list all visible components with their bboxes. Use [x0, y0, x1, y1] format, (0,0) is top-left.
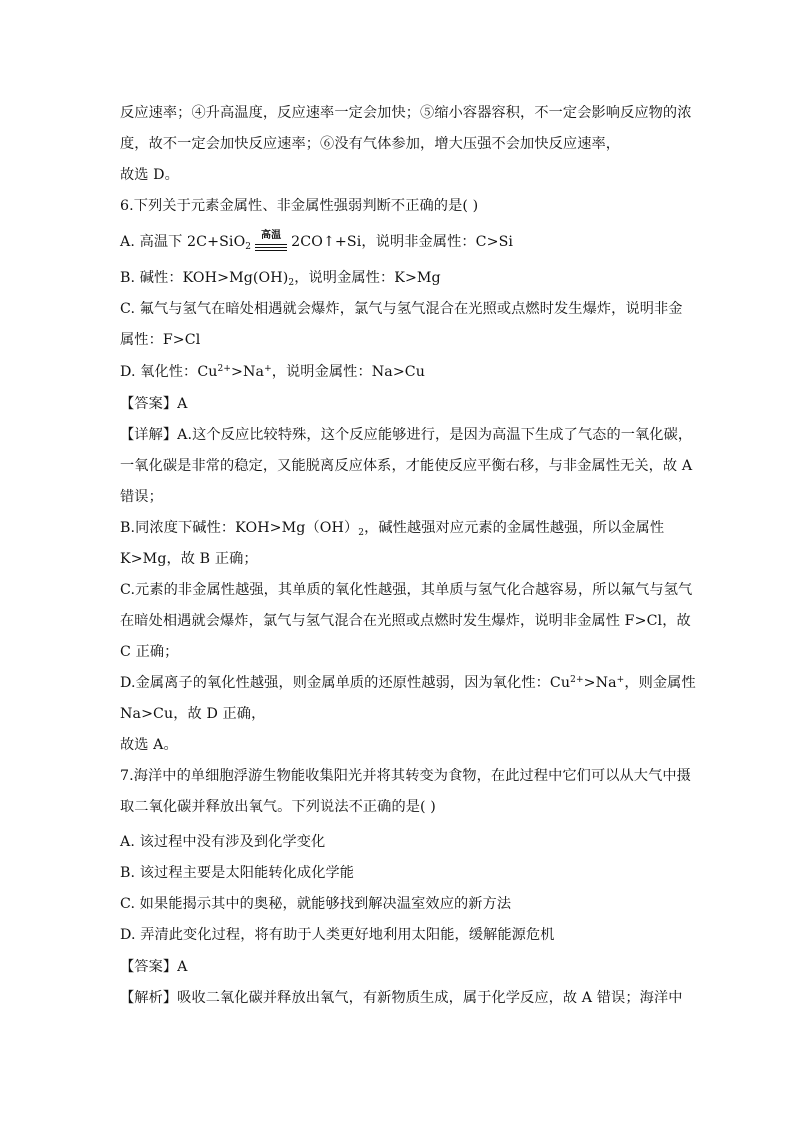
explanation-line: C.元素的非金属性越强，其单质的氧化性越强，其单质与氢气化合越容易，所以氟气与氢气: [120, 582, 693, 598]
question-7-stem: 取二氧化碳并释放出氧气。下列说法不正确的是( ): [120, 799, 436, 815]
question-6-option-b: [120, 268, 680, 288]
subscript: 2: [358, 528, 365, 538]
subscript: 2: [288, 278, 295, 288]
superscript: 2+: [570, 675, 584, 685]
question-7-option-a: A. 该过程中没有涉及到化学变化: [120, 834, 326, 850]
subscript: 2: [245, 242, 252, 252]
option-d-text: D. 氧化性：Cu: [120, 364, 218, 380]
option-b-text: B. 碱性：KOH>Mg(OH): [120, 270, 289, 286]
question-6-option-a: [120, 232, 680, 252]
question-7-stem: 7.海洋中的单细胞浮游生物能收集阳光并将其转变为食物，在此过程中它们可以从大气中摄: [120, 768, 691, 784]
answer-label: 【答案】A: [120, 959, 188, 975]
equal-bar: [255, 250, 287, 251]
question-6-option-c: C. 氟气与氢气在暗处相遇就会爆炸，氯气与氢气混合在光照或点燃时发生爆炸，说明非金: [120, 301, 683, 317]
explanation-line: 在暗处相遇就会爆炸，氯气与氢气混合在光照或点燃时发生爆炸，说明非金属性 F>Cl，故: [120, 613, 691, 629]
explanation-line: 故选 A。: [120, 737, 178, 753]
question-6-stem: 6.下列关于元素金属性、非金属性强弱判断不正确的是( ): [120, 198, 479, 214]
explanation-line: [120, 518, 680, 538]
superscript: +: [264, 364, 272, 374]
option-d-text: ，说明金属性：Na>Cu: [271, 364, 426, 380]
explanation-line: K>Mg，故 B 正确；: [120, 551, 258, 567]
reaction-condition: [253, 232, 289, 252]
explanation-line: [120, 673, 696, 693]
explanation-text: D.金属离子的氧化性越强，则金属单质的还原性越弱，因为氧化性：Cu: [120, 675, 571, 691]
explanation-text: B.同浓度下碱性：KOH>Mg（OH）: [120, 520, 359, 536]
equal-bar: [255, 244, 287, 245]
superscript: 2+: [217, 364, 232, 374]
question-7-option-b: B. 该过程主要是太阳能转化成化学能: [120, 865, 355, 881]
explanation-line: 错误；: [120, 489, 163, 505]
explanation-line: 一氧化碳是非常的稳定，又能脱离反应体系，才能使反应平衡右移，与非金属性无关，故 A: [120, 458, 693, 474]
answer-label: 【答案】A: [120, 396, 188, 412]
superscript: +: [616, 675, 625, 685]
explanation-text: ，则金属性: [624, 675, 696, 691]
explanation-line: 【详解】A.这个反应比较特殊，这个反应能够进行，是因为高温下生成了气态的一氧化碳，: [120, 427, 693, 443]
text-line: 反应速率；④升高温度，反应速率一定会加快；⑤缩小容器容积，不一定会影响反应物的浓: [120, 105, 692, 121]
explanation-text: >Na: [583, 675, 617, 691]
explanation-line: C 正确；: [120, 644, 179, 660]
question-7-option-c: C. 如果能揭示其中的奥秘，就能够找到解决温室效应的新方法: [120, 896, 512, 912]
equal-bar: [255, 247, 287, 248]
question-7-option-d: D. 弄清此变化过程，将有助于人类更好地利用太阳能，缓解能源危机: [120, 927, 555, 943]
reaction-condition-label: 高温: [261, 230, 282, 241]
question-6-option-d: [120, 362, 680, 382]
explanation-line: Na>Cu，故 D 正确，: [120, 706, 266, 722]
explanation-text: ，碱性越强对应元素的金属性越强，所以金属性: [364, 520, 665, 536]
question-6-option-c: 属性：F>Cl: [120, 332, 201, 348]
text-line: 度，故不一定会加快反应速率；⑥没有气体参加，增大压强不会加快反应速率，: [120, 136, 621, 152]
analysis-line: 【解析】吸收二氧化碳并释放出氧气，有新物质生成，属于化学反应，故 A 错误；海洋中: [120, 990, 683, 1006]
text-line: 故选 D。: [120, 167, 179, 183]
option-a-text: A. 高温下 2C+SiO: [120, 234, 246, 250]
option-a-text: 2CO↑+Si，说明非金属性：C>Si: [291, 234, 514, 250]
option-b-text: ，说明金属性：K>Mg: [294, 270, 441, 286]
option-d-text: >Na: [231, 364, 265, 380]
